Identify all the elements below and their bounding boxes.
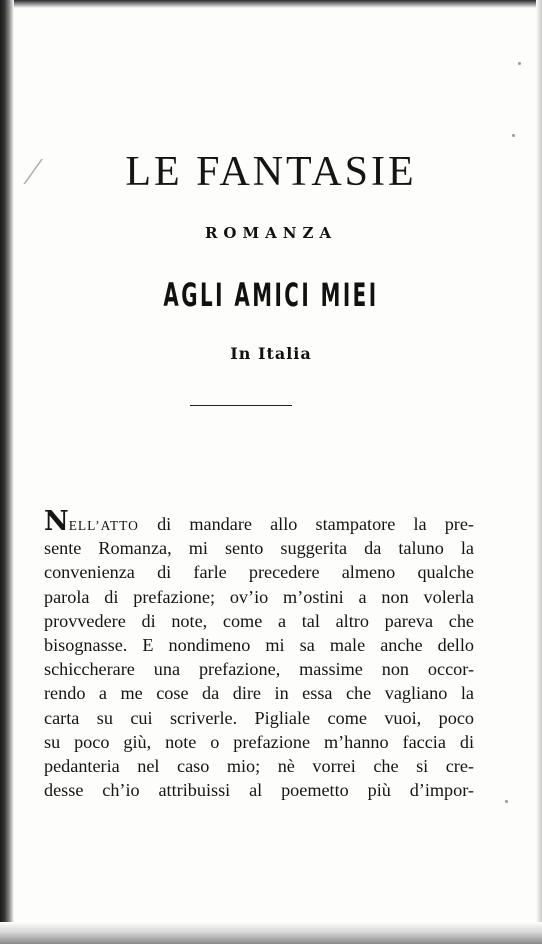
small-caps-word: ELL’ATTO (68, 518, 139, 533)
page-title: LE FANTASIE (125, 149, 417, 195)
page-right-edge (536, 0, 542, 944)
paragraph-line: su poco giù, note o prefazione m’hanno faccia di (44, 731, 474, 752)
paragraph-line: carta su cui scriverle. Pigliale come vuoi, poco (44, 707, 474, 728)
paragraph-first-line (44, 506, 474, 537)
paragraph-line: parola di prefazione; ov’io m’ostini a non volerla (44, 586, 474, 607)
section-divider (190, 405, 292, 406)
paragraph-line: rendo a me cose da dire in essa che vagliano la (44, 683, 474, 704)
scan-speck (512, 134, 515, 137)
page-bottom-edge (0, 922, 542, 944)
page-top-edge (0, 0, 542, 8)
paragraph-line: sente Romanza, mi sento suggerita da taluno la (44, 538, 474, 559)
location-line: In Italia (230, 344, 312, 363)
drop-cap: N (44, 506, 69, 537)
paragraph-line: convenienza di farle precedere almeno qualche (44, 562, 474, 583)
paragraph-line: desse ch’io attribuissi al poemetto più d’impor- (44, 780, 474, 801)
paragraph-line: bisognasse. E nondimeno mi sa male anche dello (44, 634, 474, 655)
scan-speck (518, 62, 521, 65)
scan-speck (505, 800, 508, 803)
page-binding-edge (0, 0, 14, 944)
paragraph-line: schiccherare una prefazione, massime non occor- (44, 659, 474, 680)
page-subtitle: ROMANZA (204, 224, 338, 242)
dedication-heading: AGLI AMICI MIEI (163, 276, 379, 314)
preface-paragraph (44, 506, 474, 802)
paragraph-line: provvedere di note, come a tal altro pareva che (44, 610, 474, 631)
pencil-mark: ⁄ (30, 151, 37, 193)
paragraph-line: pedanteria nel caso mio; nè vorrei che si cre- (44, 755, 474, 776)
first-line-text: di mandare allo stampatore la pre- (138, 514, 474, 534)
